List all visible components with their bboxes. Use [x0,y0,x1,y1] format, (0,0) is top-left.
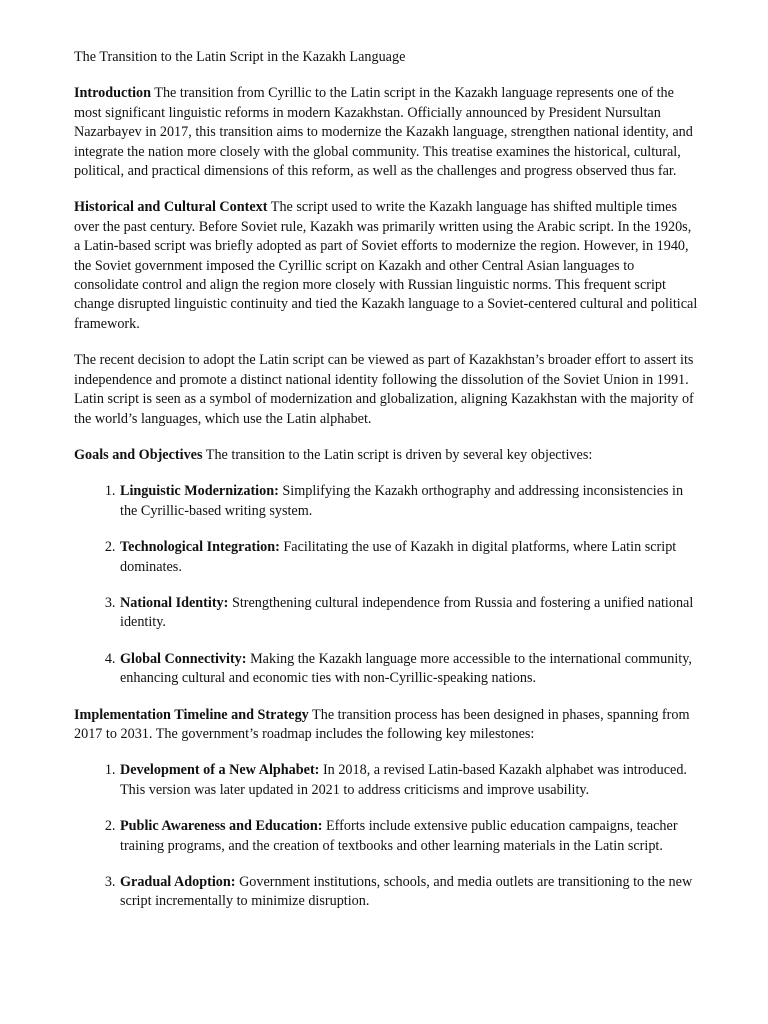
implementation-text: The transition process has been designed in phases, spanning from 2017 to 2031. The government’s roadmap includes the following key milestones: [74,706,690,742]
list-item [119,873,698,912]
implementation-list [74,761,698,911]
list-item [119,761,698,800]
list-item [119,594,698,633]
list-item [119,538,698,577]
introduction-paragraph [74,84,698,181]
list-item-text: Efforts include extensive public education campaigns, teacher training programs, and the creation of textbooks and other learning materials in the Latin script. [120,818,678,854]
document-page [74,48,698,929]
implementation-paragraph [74,706,698,745]
introduction-text: The transition from Cyrillic to the Latin script in the Kazakh language represents one of the most significant linguistic reforms in modern Kazakhstan. Officially announced by President Nursultan Nazarbayev in 2017, this transition aims to modernize the Kazakh language, strengthen national identity, and integrate the nation more closely with the global community. This treatise examines the historical, cultural, political, and practical dimensions of this reform, as well as the challenges and progress observed thus far. [74,85,693,180]
list-item-label: Gradual Adoption: [120,874,236,890]
list-item [119,650,698,689]
list-item-label: Development of a New Alphabet: [120,762,320,779]
list-item-label: Technological Integration: [120,539,280,556]
implementation-heading: Implementation Timeline and Strategy [74,706,309,723]
historical-context-paragraph [74,198,698,334]
goals-heading: Goals and Objectives [74,446,203,463]
list-item-text: Strengthening cultural independence from Russia and fostering a unified national identity. [120,594,694,631]
list-item-label: Linguistic Modernization: [120,483,279,500]
list-item-text: In 2018, a revised Latin-based Kazakh alphabet was introduced. This version was later updated in 2021 to address criticisms and improve usability. [120,762,687,798]
list-item-text: Facilitating the use of Kazakh in digital platforms, where Latin script dominates. [120,539,677,575]
historical-context-text: The script used to write the Kazakh language has shifted multiple times over the past century. Before Soviet rule, Kazakh was primarily written using the Arabic script. In the 1920s, a Latin-based script was briefly adopted as part of Soviet efforts to modernize the region. However, in 1940, the Soviet government imposed the Cyrillic script on Kazakh and other Central Asian languages to consolidate control and align the region more closely with Russian linguistic norms. This frequent script change disrupted linguistic continuity and tied the Kazakh language to a Soviet-centered cultural and political framework. [74,199,698,332]
list-item-label: National Identity: [120,594,229,611]
list-item [119,482,698,521]
list-item-text: Simplifying the Kazakh orthography and addressing inconsistencies in the Cyrillic-based writing system. [120,483,684,519]
list-item-text: Making the Kazakh language more accessible to the international community, enhancing cultural and economic ties with non-Cyrillic-speaking nations. [120,650,692,687]
list-item-label: Public Awareness and Education: [120,818,323,835]
list-item-text: Government institutions, schools, and media outlets are transitioning to the new script incrementally to minimize disruption. [120,874,693,910]
list-item [119,817,698,856]
goals-text: The transition to the Latin script is driven by several key objectives: [202,446,593,463]
document-title: The Transition to the Latin Script in the Kazakh Language [74,49,406,65]
goals-list [74,482,698,688]
list-item-label: Global Connectivity: [120,650,247,667]
goals-paragraph [74,446,698,465]
historical-context-paragraph-2: The recent decision to adopt the Latin script can be viewed as part of Kazakhstan’s broader effort to assert its independence and promote a distinct national identity following the dissolution of the Soviet Union in 1991. Latin script is seen as a symbol of modernization and globalization, aligning Kazakhstan with the majority of the world’s languages, which use the Latin alphabet. [74,352,694,427]
introduction-heading: Introduction [74,85,151,102]
historical-context-heading: Historical and Cultural Context [74,199,268,216]
